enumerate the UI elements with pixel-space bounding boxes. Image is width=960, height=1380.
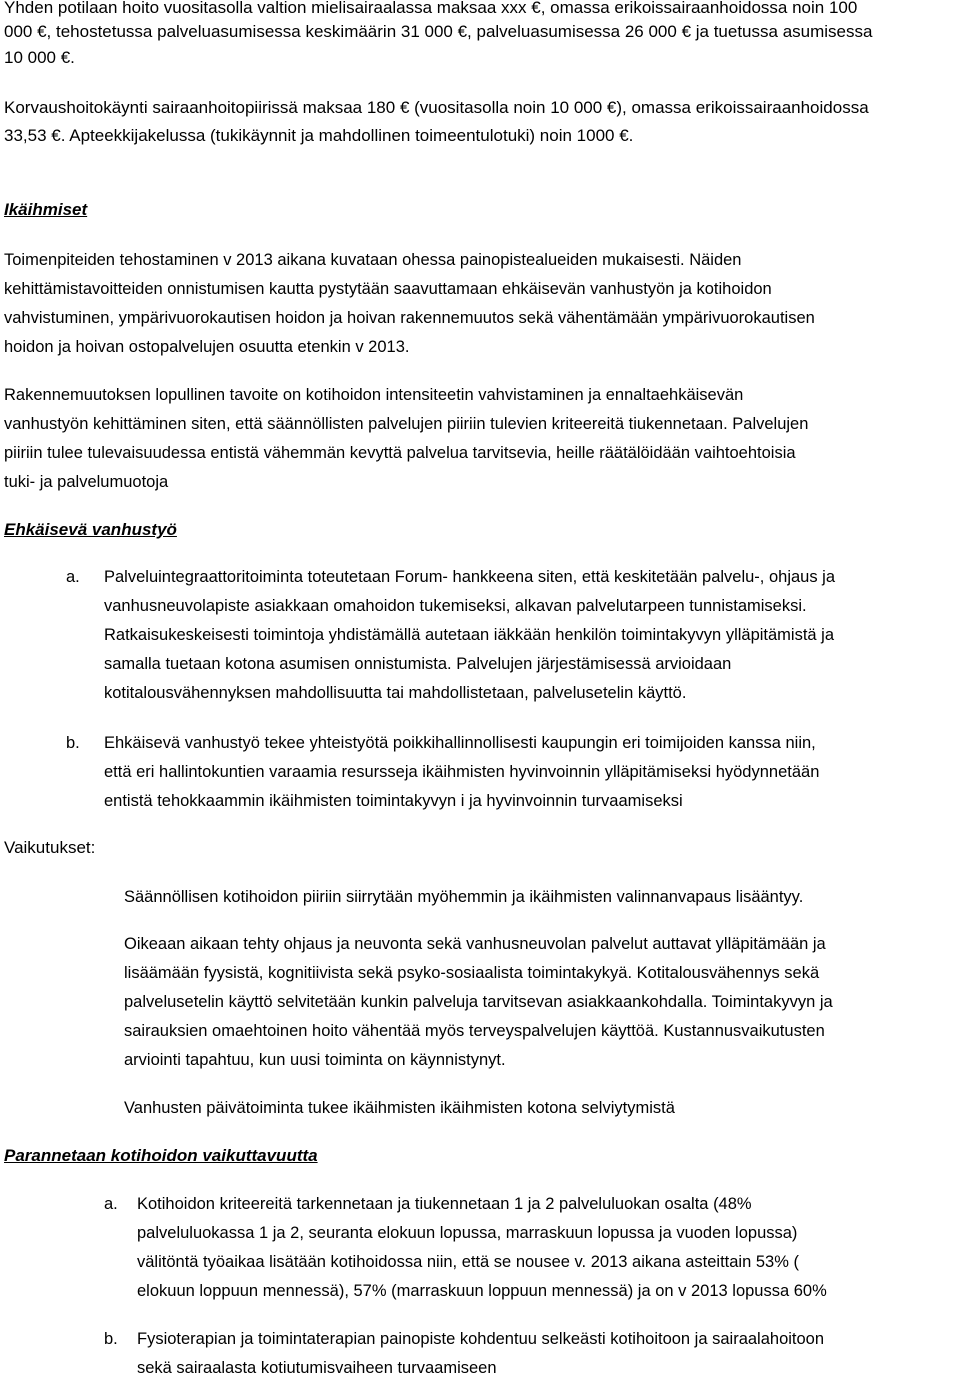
- text-line: palveluluokassa 1 ja 2, seuranta elokuun lopussa, marraskuun lopussa ja vuoden lopussa): [137, 1224, 798, 1242]
- list-marker: a.: [104, 1195, 118, 1213]
- text-line: Toimenpiteiden tehostaminen v 2013 aikana kuvataan ohessa painopistealueiden mukaisesti. Näiden: [4, 251, 742, 269]
- text-line: piiriin tulee tulevaisuudessa entistä vähemmän kevyttä palvelua tarvitsevia, heille räätälöidään vaihtoehtoisia: [4, 444, 796, 462]
- text-line: hoidon ja hoivan ostopalvelujen osuutta etenkin v 2013.: [4, 338, 410, 356]
- text-line: Rakennemuutoksen lopullinen tavoite on kotihoidon intensiteetin vahvistaminen ja ennaltaehkäisevän: [4, 386, 744, 404]
- text-line: sairauksien omaehtoinen hoito vähentää myös terveyspalvelujen käyttöä. Kustannusvaikutusten: [124, 1022, 825, 1040]
- effects-label: Vaikutukset:: [4, 838, 96, 857]
- text-line: vanhustyön kehittäminen siten, että säännöllisten palvelujen piiriin tulevien kriteereitä tiukennetaan. Palvelujen: [4, 415, 809, 433]
- text-line: Korvaushoitokäynti sairaanhoitopiirissä maksaa 180 € (vuositasolla noin 10 000 €), omassa erikoissairaanhoidossa: [4, 98, 869, 117]
- text-line: Palveluintegraattoritoiminta toteutetaan Forum- hankkeena siten, että keskitetään palvelu-, ohjaus ja: [104, 568, 836, 586]
- section-heading-preventive-work: Ehkäisevä vanhustyö: [4, 520, 177, 539]
- text-line: Ratkaisukeskeisesti toimintoja yhdistämällä autetaan iäkkään henkilön toimintakyvyn ylläpitämistä ja: [104, 626, 835, 644]
- text-line: kehittämistavoitteiden onnistumisen kautta pystytään saavuttamaan ehkäisevän vanhustyön ja kotihoidon: [4, 280, 772, 298]
- text-line: vanhusneuvolapiste asiakkaan omahoidon tukemiseksi, alkavan palvelutarpeen tunnistamiseksi.: [104, 597, 807, 615]
- list-marker: a.: [66, 568, 80, 586]
- text-line: Vanhusten päivätoiminta tukee ikäihmisten ikäihmisten kotona selviytymistä: [124, 1099, 675, 1117]
- text-line: Ehkäisevä vanhustyö tekee yhteistyötä poikkihallinnollisesti kaupungin eri toimijoiden kanssa niin,: [104, 734, 816, 752]
- text-line: sekä sairaalasta kotiutumisvaiheen turvaamiseen: [137, 1359, 497, 1377]
- text-line: elokuun loppuun mennessä), 57% (marraskuun loppuun mennessä) ja on v 2013 lopussa 60%: [137, 1282, 827, 1300]
- text-line: arviointi tapahtuu, kun uusi toiminta on käynnistynyt.: [124, 1051, 506, 1069]
- list-marker: b.: [104, 1330, 118, 1348]
- text-line: 33,53 €. Apteekkijakelussa (tukikäynnit ja mahdollinen toimeentulotuki) noin 1000 €.: [4, 126, 634, 145]
- text-line: lisäämään fyysistä, kognitiivista sekä psyko-sosiaalista toimintakykyä. Kotitalousvähennys sekä: [124, 964, 820, 982]
- text-line: entistä tehokkaammin ikäihmisten toimintakyvyn i ja hyvinvoinnin turvaamiseksi: [104, 792, 683, 810]
- text-line: Kotihoidon kriteereitä tarkennetaan ja tiukennetaan 1 ja 2 palveluluokan osalta (48%: [137, 1195, 752, 1213]
- text-line: Fysioterapian ja toimintaterapian painopiste kohdentuu selkeästi kotihoitoon ja sairaalahoitoon: [137, 1330, 825, 1348]
- text-line: vahvistuminen, ympärivuorokautisen hoidon ja hoivan rakennemuutos sekä vähentämään ympärivuorokautisen: [4, 309, 815, 327]
- text-line: Yhden potilaan hoito vuositasolla valtion mielisairaalassa maksaa xxx €, omassa erikoissairaanhoidossa noin 100: [4, 0, 858, 17]
- text-line: 000 €, tehostetussa palveluasumisessa keskimäärin 31 000 €, palveluasumisessa 26 000 € ja tuetussa asumisessa: [4, 22, 873, 41]
- text-line: samalla tuetaan kotona asumisen onnistumista. Palvelujen järjestämisessä arvioidaan: [104, 655, 732, 673]
- text-line: että eri hallintokuntien varaamia resursseja ikäihmisten hyvinvoinnin ylläpitämiseksi hyödynnetään: [104, 763, 820, 781]
- text-line: kotitalousvähennyksen mahdollisuutta tai mahdollistetaan, palvelusetelin käyttö.: [104, 684, 687, 702]
- list-marker: b.: [66, 734, 80, 752]
- text-line: palvelusetelin käyttö selvitetään kunkin palveluja tarvitsevan asiakkaankohdalla. Toimintakyvyn ja: [124, 993, 833, 1011]
- text-line: Säännöllisen kotihoidon piiriin siirrytään myöhemmin ja ikäihmisten valinnanvapaus lisääntyy.: [124, 888, 804, 906]
- section-heading-home-care: Parannetaan kotihoidon vaikuttavuutta: [4, 1146, 318, 1165]
- text-line: Oikeaan aikaan tehty ohjaus ja neuvonta sekä vanhusneuvolan palvelut auttavat ylläpitämään ja: [124, 935, 826, 953]
- section-heading-elderly: Ikäihmiset: [4, 200, 88, 219]
- text-line: 10 000 €.: [4, 48, 75, 67]
- text-line: välitöntä työaikaa lisätään kotihoidossa niin, että se nousee v. 2013 aikana asteittain 53% (: [137, 1253, 799, 1271]
- text-line: tuki- ja palvelumuotoja: [4, 473, 169, 491]
